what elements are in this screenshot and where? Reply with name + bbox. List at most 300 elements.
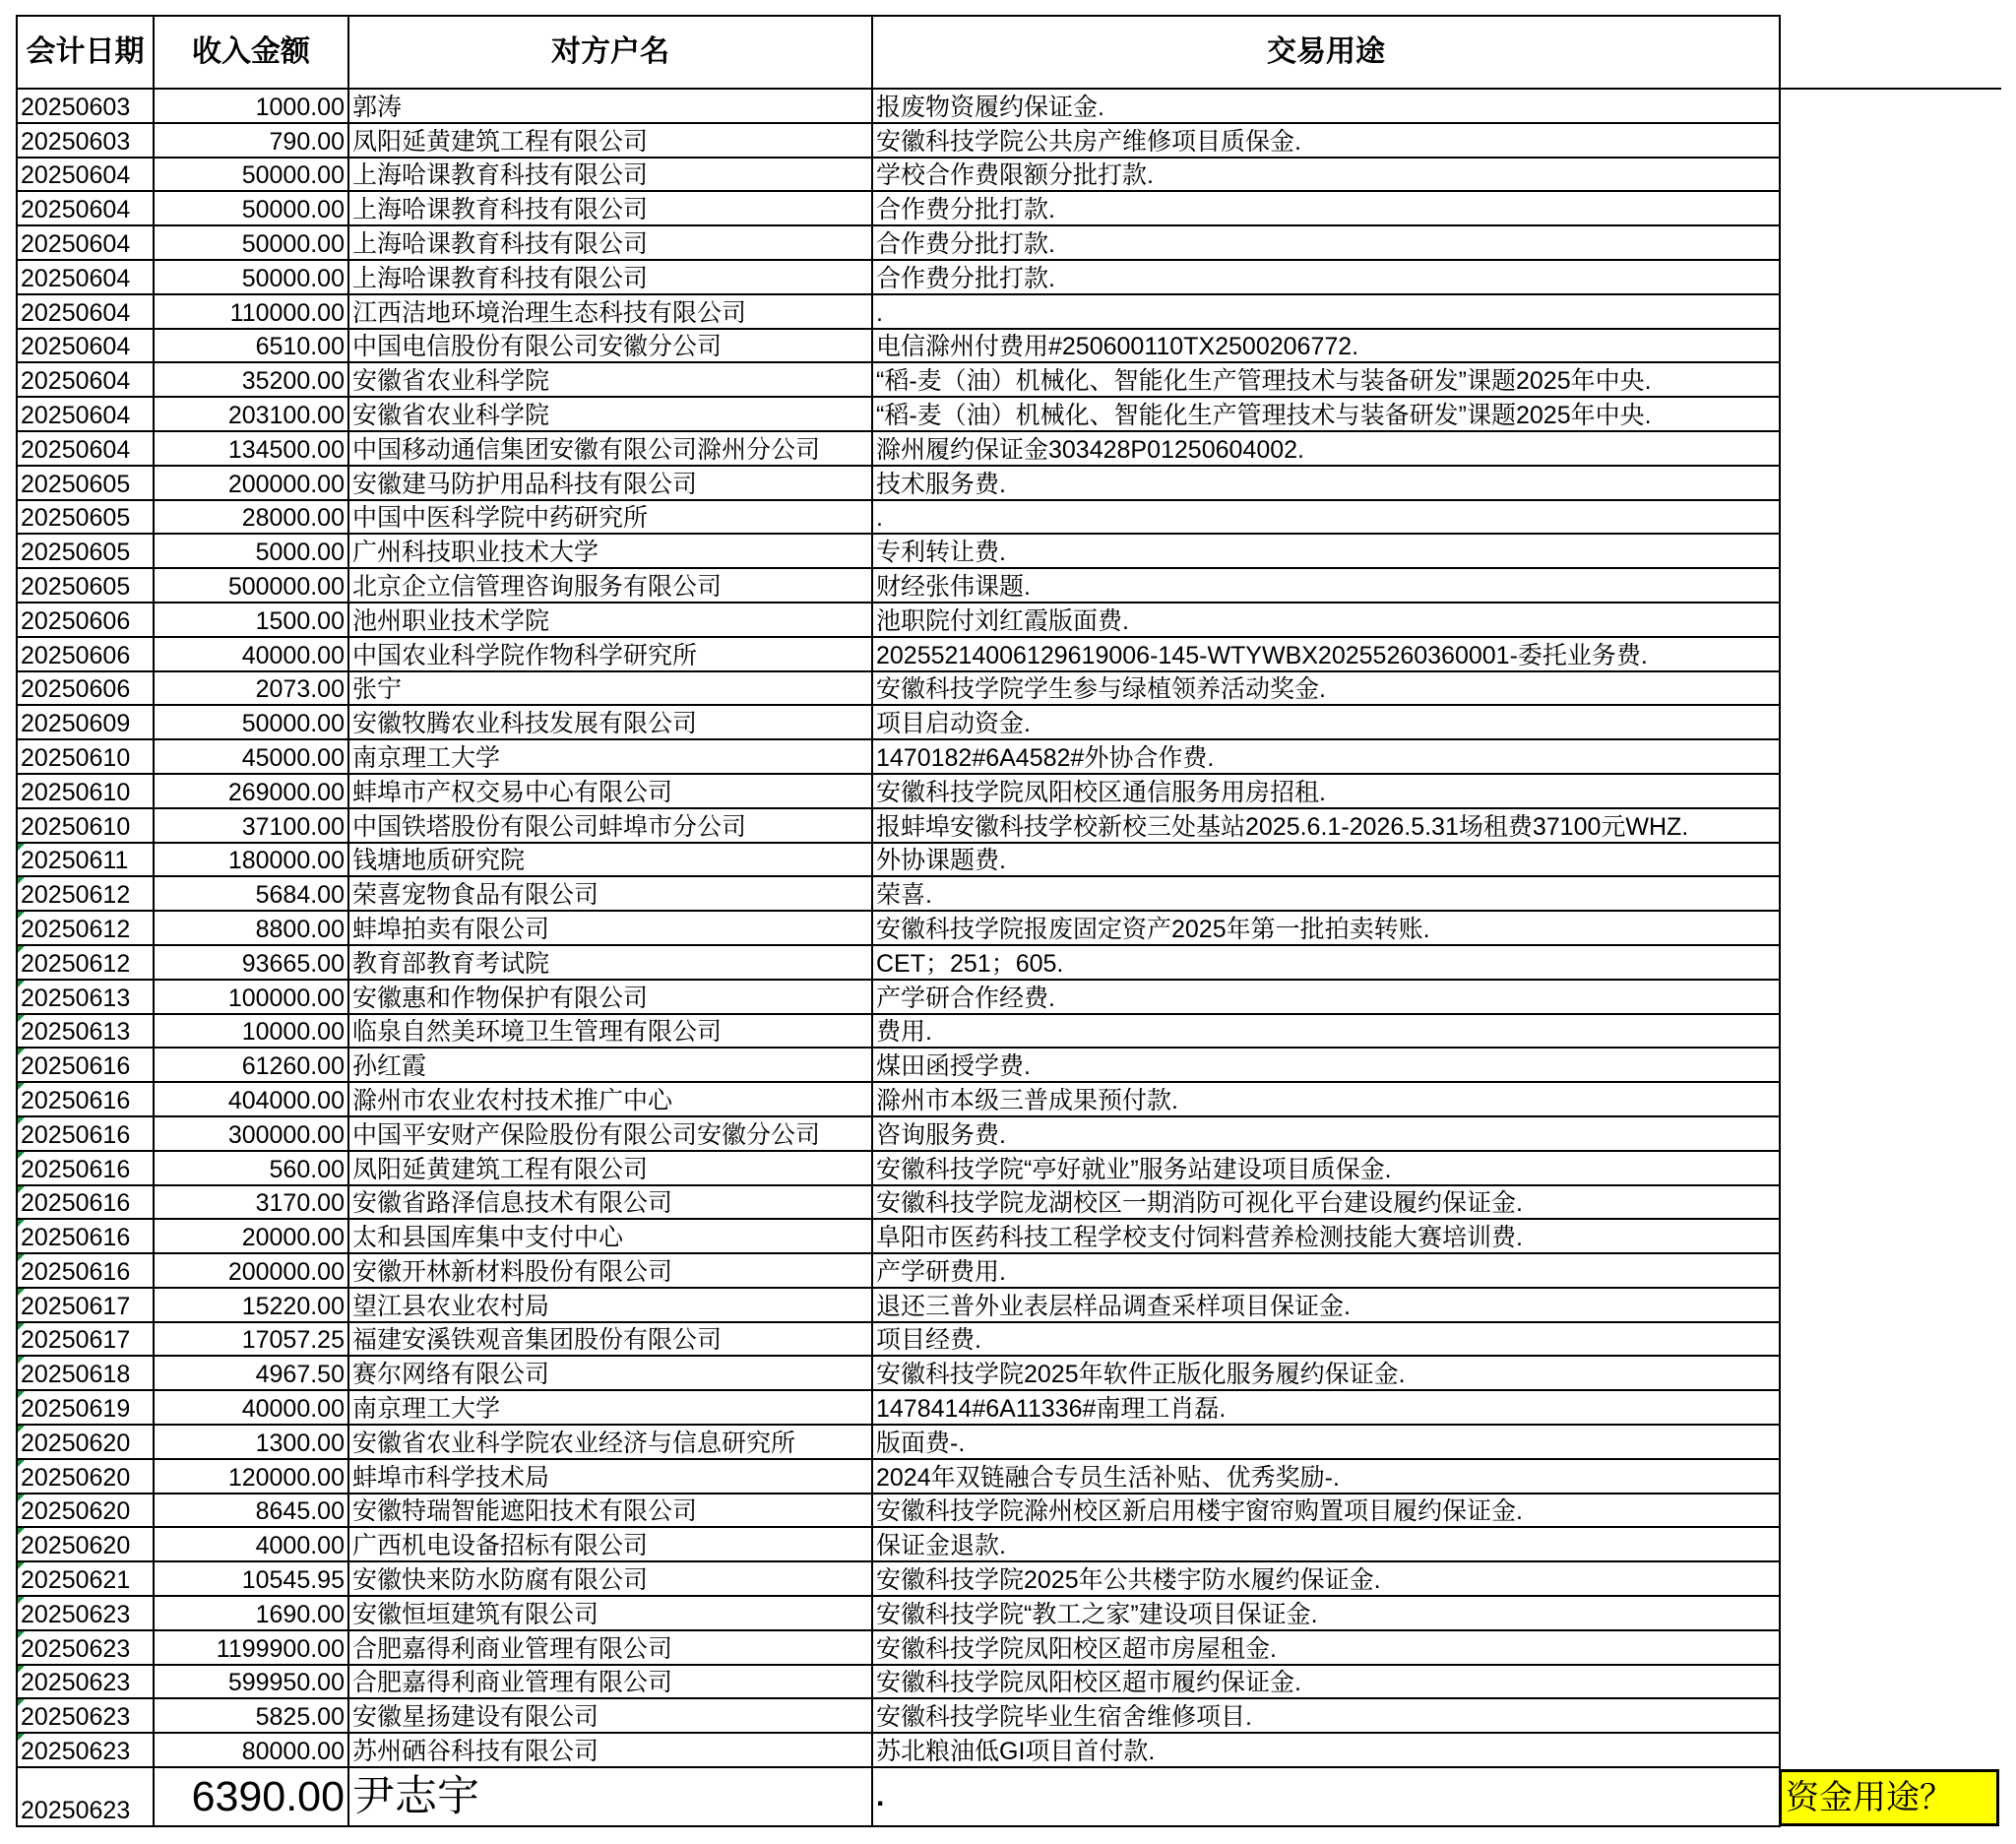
purpose-cell[interactable]: 安徽科技学院公共房产维修项目质保金. — [872, 123, 1780, 158]
extra-cell[interactable] — [1780, 329, 2001, 363]
date-cell[interactable]: 20250612 — [17, 876, 154, 911]
purpose-cell[interactable]: 安徽科技学院滁州校区新启用楼宇窗帘购置项目履约保证金. — [872, 1494, 1780, 1528]
header-purpose[interactable]: 交易用途 — [872, 16, 1780, 89]
date-cell[interactable]: 20250604 — [17, 397, 154, 431]
header-date[interactable]: 会计日期 — [17, 16, 154, 89]
table-row — [17, 739, 2001, 774]
extra-cell[interactable] — [1780, 1459, 2001, 1494]
counterparty-cell[interactable]: 中国铁塔股份有限公司蚌埠市分公司 — [348, 808, 872, 843]
date-cell[interactable]: 20250620 — [17, 1459, 154, 1494]
error-indicator-icon — [18, 1494, 25, 1501]
date-cell[interactable]: 20250621 — [17, 1561, 154, 1596]
purpose-cell[interactable]: 安徽科技学院报废固定资产2025年第一批拍卖转账. — [872, 911, 1780, 945]
date-cell[interactable]: 20250604 — [17, 294, 154, 329]
header-counterparty[interactable]: 对方户名 — [348, 16, 872, 89]
amount-cell[interactable]: 200000.00 — [154, 1253, 348, 1288]
amount-cell[interactable]: 110000.00 — [154, 294, 348, 329]
table-row — [17, 774, 2001, 808]
date-cell[interactable]: 20250606 — [17, 603, 154, 637]
table-row — [17, 1698, 2001, 1733]
date-cell[interactable]: 20250623 — [17, 1698, 154, 1733]
amount-cell[interactable]: 10000.00 — [154, 1014, 348, 1049]
counterparty-cell[interactable]: 上海哈课教育科技有限公司 — [348, 158, 872, 192]
date-cell[interactable]: 20250605 — [17, 500, 154, 535]
extra-cell[interactable] — [1780, 1116, 2001, 1151]
date-cell[interactable]: 20250616 — [17, 1082, 154, 1116]
counterparty-cell[interactable]: 广西机电设备招标有限公司 — [348, 1527, 872, 1561]
extra-cell[interactable] — [1780, 1014, 2001, 1049]
purpose-cell[interactable]: 2024年双链融合专员生活补贴、优秀奖励-. — [872, 1459, 1780, 1494]
purpose-cell[interactable]: CET；251；605. — [872, 945, 1780, 980]
table-row — [17, 876, 2001, 911]
error-indicator-icon — [18, 1220, 25, 1227]
purpose-cell[interactable]: 安徽科技学院凤阳校区超市房屋租金. — [872, 1630, 1780, 1665]
table-row — [17, 89, 2001, 123]
extra-cell[interactable] — [1780, 397, 2001, 431]
purpose-cell[interactable]: 安徽科技学院龙湖校区一期消防可视化平台建设履约保证金. — [872, 1185, 1780, 1220]
date-cell[interactable]: 20250623 — [17, 1665, 154, 1699]
counterparty-cell[interactable]: 合肥嘉得利商业管理有限公司 — [348, 1630, 872, 1665]
counterparty-cell[interactable]: 上海哈课教育科技有限公司 — [348, 191, 872, 225]
extra-cell[interactable] — [1780, 89, 2001, 123]
extra-cell[interactable] — [1780, 1561, 2001, 1596]
counterparty-cell[interactable]: 广州科技职业技术大学 — [348, 534, 872, 568]
purpose-cell[interactable]: 安徽科技学院2025年公共楼宇防水履约保证金. — [872, 1561, 1780, 1596]
counterparty-cell[interactable]: 安徽星扬建设有限公司 — [348, 1698, 872, 1733]
amount-cell[interactable]: 35200.00 — [154, 362, 348, 397]
error-indicator-icon — [18, 1528, 25, 1535]
counterparty-cell[interactable]: 蚌埠市产权交易中心有限公司 — [348, 774, 872, 808]
amount-cell[interactable]: 300000.00 — [154, 1116, 348, 1151]
amount-cell[interactable]: 8645.00 — [154, 1494, 348, 1528]
counterparty-cell[interactable]: 中国平安财产保险股份有限公司安徽分公司 — [348, 1116, 872, 1151]
amount-cell[interactable]: 100000.00 — [154, 980, 348, 1014]
purpose-cell[interactable]: 技术服务费. — [872, 466, 1780, 500]
date-cell[interactable]: 20250604 — [17, 329, 154, 363]
date-cell[interactable]: 20250610 — [17, 739, 154, 774]
date-cell[interactable]: 20250604 — [17, 158, 154, 192]
table-row — [17, 431, 2001, 466]
date-cell[interactable]: 20250606 — [17, 671, 154, 706]
date-cell[interactable]: 20250623 — [17, 1733, 154, 1767]
counterparty-cell[interactable]: 南京理工大学 — [348, 739, 872, 774]
counterparty-cell[interactable]: 荣喜宠物食品有限公司 — [348, 876, 872, 911]
counterparty-cell[interactable]: 苏州硒谷科技有限公司 — [348, 1733, 872, 1767]
date-cell[interactable]: 20250605 — [17, 466, 154, 500]
purpose-cell[interactable]: . — [872, 1767, 1780, 1826]
amount-cell[interactable]: 50000.00 — [154, 260, 348, 294]
date-cell[interactable]: 20250603 — [17, 89, 154, 123]
purpose-cell[interactable]: 20255214006129619006-145-WTYWBX20255260360001-委托业务费. — [872, 637, 1780, 671]
counterparty-cell[interactable]: 安徽开林新材料股份有限公司 — [348, 1253, 872, 1288]
purpose-cell[interactable]: 合作费分批打款. — [872, 260, 1780, 294]
error-indicator-icon — [18, 1357, 25, 1364]
amount-cell[interactable]: 50000.00 — [154, 158, 348, 192]
table-row — [17, 1014, 2001, 1049]
date-cell[interactable]: 20250616 — [17, 1219, 154, 1253]
date-cell[interactable]: 20250623 — [17, 1630, 154, 1665]
counterparty-cell[interactable]: 合肥嘉得利商业管理有限公司 — [348, 1665, 872, 1699]
date-cell[interactable]: 20250610 — [17, 808, 154, 843]
date-cell[interactable]: 20250605 — [17, 534, 154, 568]
purpose-cell[interactable]: 项目启动资金. — [872, 705, 1780, 739]
counterparty-cell[interactable]: 中国电信股份有限公司安徽分公司 — [348, 329, 872, 363]
counterparty-cell[interactable]: 中国农业科学院作物科学研究所 — [348, 637, 872, 671]
table-row — [17, 911, 2001, 945]
error-indicator-icon — [18, 1631, 25, 1638]
purpose-cell[interactable]: 费用. — [872, 1014, 1780, 1049]
purpose-cell[interactable]: 安徽科技学院“亭好就业”服务站建设项目质保金. — [872, 1151, 1780, 1185]
amount-cell[interactable]: 50000.00 — [154, 191, 348, 225]
extra-cell[interactable] — [1780, 1219, 2001, 1253]
date-cell[interactable]: 20250617 — [17, 1322, 154, 1357]
date-cell[interactable]: 20250612 — [17, 945, 154, 980]
purpose-cell[interactable]: 安徽科技学院学生参与绿植领养活动奖金. — [872, 671, 1780, 706]
counterparty-cell[interactable]: 滁州市农业农村技术推广中心 — [348, 1082, 872, 1116]
counterparty-cell[interactable]: 教育部教育考试院 — [348, 945, 872, 980]
date-cell[interactable]: 20250604 — [17, 225, 154, 260]
purpose-cell[interactable]: 滁州市本级三普成果预付款. — [872, 1082, 1780, 1116]
extra-cell[interactable] — [1780, 1494, 2001, 1528]
date-cell[interactable]: 20250604 — [17, 191, 154, 225]
amount-cell[interactable]: 1500.00 — [154, 603, 348, 637]
amount-cell[interactable]: 500000.00 — [154, 568, 348, 603]
extra-cell[interactable] — [1780, 774, 2001, 808]
date-cell[interactable]: 20250604 — [17, 431, 154, 466]
purpose-cell[interactable]: 学校合作费限额分批打款. — [872, 158, 1780, 192]
date-cell[interactable]: 20250616 — [17, 1151, 154, 1185]
amount-cell[interactable]: 6390.00 — [154, 1767, 348, 1826]
amount-cell[interactable]: 560.00 — [154, 1151, 348, 1185]
date-cell[interactable]: 20250603 — [17, 123, 154, 158]
counterparty-cell[interactable]: 安徽恒垣建筑有限公司 — [348, 1596, 872, 1630]
error-indicator-icon — [18, 1015, 25, 1022]
counterparty-cell[interactable]: 安徽省农业科学院农业经济与信息研究所 — [348, 1425, 872, 1459]
purpose-cell[interactable]: 版面费-. — [872, 1425, 1780, 1459]
counterparty-cell[interactable]: 蚌埠市科学技术局 — [348, 1459, 872, 1494]
amount-cell[interactable]: 3170.00 — [154, 1185, 348, 1220]
table-row — [17, 225, 2001, 260]
purpose-cell[interactable]: 产学研合作经费. — [872, 980, 1780, 1014]
extra-cell[interactable] — [1780, 1185, 2001, 1220]
extra-cell[interactable] — [1780, 1698, 2001, 1733]
counterparty-cell[interactable]: 北京企立信管理咨询服务有限公司 — [348, 568, 872, 603]
counterparty-cell[interactable]: 尹志宇 — [348, 1767, 872, 1826]
amount-cell[interactable]: 28000.00 — [154, 500, 348, 535]
extra-cell[interactable] — [1780, 1253, 2001, 1288]
table-row — [17, 671, 2001, 706]
amount-cell[interactable]: 269000.00 — [154, 774, 348, 808]
error-indicator-icon — [18, 946, 25, 953]
purpose-cell[interactable]: 电信滁州付费用#250600110TX2500206772. — [872, 329, 1780, 363]
counterparty-cell[interactable]: 郭涛 — [348, 89, 872, 123]
counterparty-cell[interactable]: 太和县国库集中支付中心 — [348, 1219, 872, 1253]
extra-cell[interactable] — [1780, 1630, 2001, 1665]
date-cell[interactable]: 20250605 — [17, 568, 154, 603]
extra-cell[interactable] — [1780, 876, 2001, 911]
extra-cell[interactable] — [1780, 294, 2001, 329]
amount-cell[interactable]: 180000.00 — [154, 843, 348, 877]
error-indicator-icon — [18, 1666, 25, 1673]
counterparty-cell[interactable]: 凤阳延黄建筑工程有限公司 — [348, 123, 872, 158]
date-cell[interactable]: 20250613 — [17, 1014, 154, 1049]
error-indicator-icon — [18, 1391, 25, 1398]
purpose-cell[interactable]: 保证金退款. — [872, 1527, 1780, 1561]
extra-cell[interactable] — [1780, 466, 2001, 500]
table-row — [17, 705, 2001, 739]
amount-cell[interactable]: 17057.25 — [154, 1322, 348, 1357]
extra-cell[interactable] — [1780, 431, 2001, 466]
amount-cell[interactable]: 1690.00 — [154, 1596, 348, 1630]
extra-cell[interactable] — [1780, 671, 2001, 706]
error-indicator-icon — [18, 1083, 25, 1090]
date-cell[interactable]: 20250604 — [17, 260, 154, 294]
counterparty-cell[interactable]: 南京理工大学 — [348, 1390, 872, 1425]
counterparty-cell[interactable]: 安徽省农业科学院 — [348, 397, 872, 431]
extra-cell[interactable] — [1780, 1733, 2001, 1767]
amount-cell[interactable]: 93665.00 — [154, 945, 348, 980]
date-cell[interactable]: 20250616 — [17, 1185, 154, 1220]
date-cell[interactable]: 20250612 — [17, 911, 154, 945]
extra-cell[interactable] — [1780, 158, 2001, 192]
counterparty-cell[interactable]: 中国中医科学院中药研究所 — [348, 500, 872, 535]
table-row — [17, 1151, 2001, 1185]
purpose-cell[interactable]: 财经张伟课题. — [872, 568, 1780, 603]
purpose-cell[interactable]: 1478414#6A11336#南理工肖磊. — [872, 1390, 1780, 1425]
purpose-cell[interactable]: 池职院付刘红霞版面费. — [872, 603, 1780, 637]
date-cell[interactable]: 20250616 — [17, 1253, 154, 1288]
amount-cell[interactable]: 6510.00 — [154, 329, 348, 363]
amount-cell[interactable]: 45000.00 — [154, 739, 348, 774]
amount-cell[interactable]: 10545.95 — [154, 1561, 348, 1596]
table-row — [17, 500, 2001, 535]
purpose-cell[interactable]: “稻-麦（油）机械化、智能化生产管理技术与装备研发”课题2025年中央. — [872, 362, 1780, 397]
counterparty-cell[interactable]: 上海哈课教育科技有限公司 — [348, 225, 872, 260]
counterparty-cell[interactable]: 中国移动通信集团安徽有限公司滁州分公司 — [348, 431, 872, 466]
error-indicator-icon — [18, 1289, 25, 1296]
extra-cell[interactable] — [1780, 1390, 2001, 1425]
extra-cell[interactable] — [1780, 1288, 2001, 1322]
question-note[interactable]: 资金用途？ — [1779, 1769, 1999, 1826]
counterparty-cell[interactable]: 凤阳延黄建筑工程有限公司 — [348, 1151, 872, 1185]
table-row — [17, 1425, 2001, 1459]
amount-cell[interactable]: 599950.00 — [154, 1665, 348, 1699]
counterparty-cell[interactable]: 池州职业技术学院 — [348, 603, 872, 637]
purpose-cell[interactable]: 合作费分批打款. — [872, 191, 1780, 225]
table-row — [17, 1665, 2001, 1699]
error-indicator-icon — [18, 1186, 25, 1193]
date-cell[interactable]: 20250617 — [17, 1288, 154, 1322]
table-row — [17, 1733, 2001, 1767]
amount-cell[interactable]: 8800.00 — [154, 911, 348, 945]
purpose-cell[interactable]: 报废物资履约保证金. — [872, 89, 1780, 123]
purpose-cell[interactable]: 项目经费. — [872, 1322, 1780, 1357]
table-row — [17, 466, 2001, 500]
counterparty-cell[interactable]: 望江县农业农村局 — [348, 1288, 872, 1322]
table-row — [17, 945, 2001, 980]
counterparty-cell[interactable]: 安徽特瑞智能遮阳技术有限公司 — [348, 1494, 872, 1528]
counterparty-cell[interactable]: 江西洁地环境治理生态科技有限公司 — [348, 294, 872, 329]
amount-cell[interactable]: 61260.00 — [154, 1048, 348, 1082]
extra-cell[interactable] — [1780, 980, 2001, 1014]
extra-cell[interactable] — [1780, 705, 2001, 739]
error-indicator-icon — [18, 1597, 25, 1604]
amount-cell[interactable]: 4967.50 — [154, 1356, 348, 1390]
purpose-cell[interactable]: 荣喜. — [872, 876, 1780, 911]
purpose-cell[interactable]: . — [872, 294, 1780, 329]
extra-cell[interactable] — [1780, 843, 2001, 877]
amount-cell[interactable]: 790.00 — [154, 123, 348, 158]
amount-cell[interactable]: 1199900.00 — [154, 1630, 348, 1665]
extra-cell[interactable] — [1780, 1322, 2001, 1357]
amount-cell[interactable]: 5000.00 — [154, 534, 348, 568]
extra-cell[interactable] — [1780, 191, 2001, 225]
date-cell[interactable]: 20250606 — [17, 637, 154, 671]
extra-cell[interactable] — [1780, 260, 2001, 294]
counterparty-cell[interactable]: 安徽省农业科学院 — [348, 362, 872, 397]
date-cell[interactable]: 20250620 — [17, 1527, 154, 1561]
table-row — [17, 294, 2001, 329]
purpose-cell[interactable]: 合作费分批打款. — [872, 225, 1780, 260]
counterparty-cell[interactable]: 钱塘地质研究院 — [348, 843, 872, 877]
extra-cell[interactable] — [1780, 534, 2001, 568]
extra-cell[interactable] — [1780, 1425, 2001, 1459]
purpose-cell[interactable]: 咨询服务费. — [872, 1116, 1780, 1151]
date-cell[interactable]: 20250618 — [17, 1356, 154, 1390]
purpose-cell[interactable]: 安徽科技学院2025年软件正版化服务履约保证金. — [872, 1356, 1780, 1390]
counterparty-cell[interactable]: 孙红霞 — [348, 1048, 872, 1082]
amount-cell[interactable]: 120000.00 — [154, 1459, 348, 1494]
amount-cell[interactable]: 1000.00 — [154, 89, 348, 123]
counterparty-cell[interactable]: 上海哈课教育科技有限公司 — [348, 260, 872, 294]
table-row — [17, 123, 2001, 158]
extra-cell[interactable] — [1780, 123, 2001, 158]
table-row — [17, 1527, 2001, 1561]
purpose-cell[interactable]: 退还三普外业表层样品调查采样项目保证金. — [872, 1288, 1780, 1322]
purpose-cell[interactable]: 报蚌埠安徽科技学校新校三处基站2025.6.1-2026.5.31场租费37100元WHZ. — [872, 808, 1780, 843]
amount-cell[interactable]: 4000.00 — [154, 1527, 348, 1561]
income-table — [16, 15, 2001, 1827]
extra-cell[interactable] — [1780, 225, 2001, 260]
purpose-cell[interactable]: 阜阳市医药科技工程学校支付饲料营养检测技能大赛培训费. — [872, 1219, 1780, 1253]
counterparty-cell[interactable]: 临泉自然美环境卫生管理有限公司 — [348, 1014, 872, 1049]
table-row — [17, 362, 2001, 397]
counterparty-cell[interactable]: 福建安溪铁观音集团股份有限公司 — [348, 1322, 872, 1357]
header-row — [17, 16, 2001, 89]
extra-cell[interactable] — [1780, 1151, 2001, 1185]
counterparty-cell[interactable]: 安徽建马防护用品科技有限公司 — [348, 466, 872, 500]
extra-cell[interactable] — [1780, 637, 2001, 671]
table-row — [17, 1459, 2001, 1494]
counterparty-cell[interactable]: 安徽快来防水防腐有限公司 — [348, 1561, 872, 1596]
amount-cell[interactable]: 134500.00 — [154, 431, 348, 466]
extra-cell[interactable] — [1780, 1048, 2001, 1082]
table-row — [17, 260, 2001, 294]
amount-cell[interactable]: 404000.00 — [154, 1082, 348, 1116]
table-row — [17, 637, 2001, 671]
date-cell[interactable]: 20250620 — [17, 1494, 154, 1528]
purpose-cell[interactable]: “稻-麦（油）机械化、智能化生产管理技术与装备研发”课题2025年中央. — [872, 397, 1780, 431]
amount-cell[interactable]: 40000.00 — [154, 637, 348, 671]
date-cell[interactable]: 20250610 — [17, 774, 154, 808]
counterparty-cell[interactable]: 安徽牧腾农业科技发展有限公司 — [348, 705, 872, 739]
date-cell[interactable]: 20250609 — [17, 705, 154, 739]
counterparty-cell[interactable]: 安徽惠和作物保护有限公司 — [348, 980, 872, 1014]
date-cell[interactable]: 20250619 — [17, 1390, 154, 1425]
extra-cell[interactable] — [1780, 945, 2001, 980]
counterparty-cell[interactable]: 安徽省路泽信息技术有限公司 — [348, 1185, 872, 1220]
extra-cell[interactable] — [1780, 1596, 2001, 1630]
date-cell[interactable]: 20250604 — [17, 362, 154, 397]
extra-cell[interactable] — [1780, 739, 2001, 774]
purpose-cell[interactable]: 外协课题费. — [872, 843, 1780, 877]
purpose-cell[interactable]: 苏北粮油低GI项目首付款. — [872, 1733, 1780, 1767]
date-cell[interactable]: 20250620 — [17, 1425, 154, 1459]
purpose-cell[interactable]: . — [872, 500, 1780, 535]
amount-cell[interactable]: 200000.00 — [154, 466, 348, 500]
date-cell[interactable]: 20250623 — [17, 1767, 154, 1826]
purpose-cell[interactable]: 专利转让费. — [872, 534, 1780, 568]
table-row — [17, 1219, 2001, 1253]
amount-cell[interactable]: 5684.00 — [154, 876, 348, 911]
extra-cell[interactable] — [1780, 808, 2001, 843]
purpose-cell[interactable]: 安徽科技学院“教工之家”建设项目保证金. — [872, 1596, 1780, 1630]
extra-cell[interactable] — [1780, 1356, 2001, 1390]
purpose-cell[interactable]: 滁州履约保证金303428P01250604002. — [872, 431, 1780, 466]
amount-cell[interactable]: 1300.00 — [154, 1425, 348, 1459]
table-row — [17, 1390, 2001, 1425]
amount-cell[interactable]: 20000.00 — [154, 1219, 348, 1253]
purpose-cell[interactable]: 产学研费用. — [872, 1253, 1780, 1288]
amount-cell[interactable]: 50000.00 — [154, 225, 348, 260]
extra-cell[interactable] — [1780, 500, 2001, 535]
purpose-cell[interactable]: 1470182#6A4582#外协合作费. — [872, 739, 1780, 774]
date-cell[interactable]: 20250623 — [17, 1596, 154, 1630]
counterparty-cell[interactable]: 赛尔网络有限公司 — [348, 1356, 872, 1390]
amount-cell[interactable]: 40000.00 — [154, 1390, 348, 1425]
extra-cell[interactable] — [1780, 1665, 2001, 1699]
table-row — [17, 568, 2001, 603]
header-amount[interactable]: 收入金额 — [154, 16, 348, 89]
amount-cell[interactable]: 15220.00 — [154, 1288, 348, 1322]
amount-cell[interactable]: 2073.00 — [154, 671, 348, 706]
amount-cell[interactable]: 50000.00 — [154, 705, 348, 739]
counterparty-cell[interactable]: 蚌埠拍卖有限公司 — [348, 911, 872, 945]
table-row — [17, 1185, 2001, 1220]
purpose-cell[interactable]: 安徽科技学院毕业生宿舍维修项目. — [872, 1698, 1780, 1733]
table-row — [17, 1630, 2001, 1665]
extra-cell[interactable] — [1780, 911, 2001, 945]
date-cell[interactable]: 20250616 — [17, 1116, 154, 1151]
date-cell[interactable]: 20250616 — [17, 1048, 154, 1082]
counterparty-cell[interactable]: 张宁 — [348, 671, 872, 706]
header-extra-cell[interactable] — [1780, 16, 2001, 89]
purpose-cell[interactable]: 安徽科技学院凤阳校区通信服务用房招租. — [872, 774, 1780, 808]
purpose-cell[interactable]: 安徽科技学院凤阳校区超市履约保证金. — [872, 1665, 1780, 1699]
extra-cell[interactable] — [1780, 1527, 2001, 1561]
purpose-cell[interactable]: 煤田函授学费. — [872, 1048, 1780, 1082]
extra-cell[interactable] — [1780, 362, 2001, 397]
amount-cell[interactable]: 37100.00 — [154, 808, 348, 843]
amount-cell[interactable]: 80000.00 — [154, 1733, 348, 1767]
amount-cell[interactable]: 5825.00 — [154, 1698, 348, 1733]
extra-cell[interactable] — [1780, 1082, 2001, 1116]
date-cell[interactable]: 20250611 — [17, 843, 154, 877]
extra-cell[interactable] — [1780, 603, 2001, 637]
amount-cell[interactable]: 203100.00 — [154, 397, 348, 431]
extra-cell[interactable] — [1780, 568, 2001, 603]
date-cell[interactable]: 20250613 — [17, 980, 154, 1014]
